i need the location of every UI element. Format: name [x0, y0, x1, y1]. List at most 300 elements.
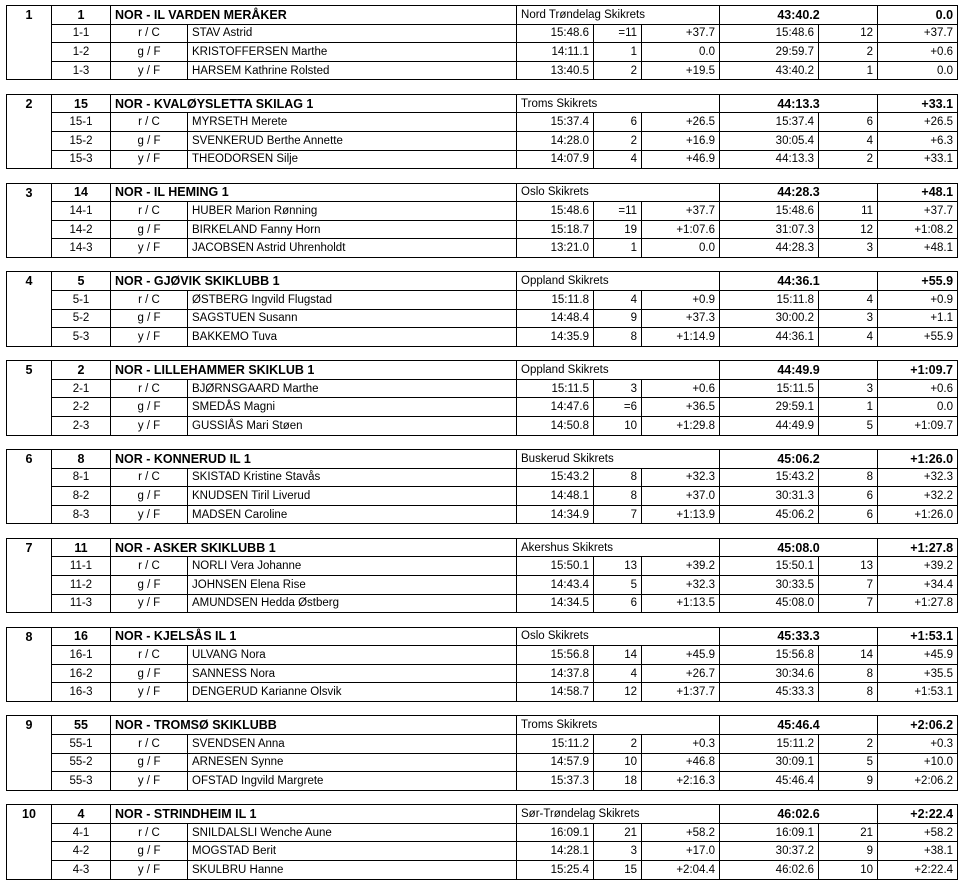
team-club: Oppland Skikrets [517, 361, 720, 380]
athlete-name: SVENDSEN Anna [188, 734, 517, 753]
team-bib: 4 [52, 805, 111, 824]
leg-diff: +19.5 [642, 61, 720, 80]
leg-diff: +32.3 [642, 468, 720, 487]
team-block [6, 183, 958, 258]
cumulative-time: 44:28.3 [720, 239, 819, 258]
leg-rank: 6 [594, 594, 642, 613]
team-header-row [7, 450, 958, 469]
leg-number: 2-1 [52, 379, 111, 398]
leg-technique: y / F [111, 416, 188, 435]
leg-row [7, 379, 958, 398]
leg-time: 14:47.6 [517, 398, 594, 417]
athlete-name: KRISTOFFERSEN Marthe [188, 43, 517, 62]
cumulative-time: 15:50.1 [720, 557, 819, 576]
cumulative-diff: +0.6 [878, 43, 958, 62]
leg-diff: +1:13.5 [642, 594, 720, 613]
cumulative-time: 15:48.6 [720, 24, 819, 43]
leg-diff: 0.0 [642, 239, 720, 258]
leg-row [7, 43, 958, 62]
team-name: NOR - LILLEHAMMER SKIKLUB 1 [111, 361, 517, 380]
leg-time: 15:37.4 [517, 113, 594, 132]
cumulative-rank: 2 [819, 150, 878, 169]
athlete-name: AMUNDSEN Hedda Østberg [188, 594, 517, 613]
cumulative-diff: +1:53.1 [878, 683, 958, 702]
leg-row [7, 220, 958, 239]
team-total-time: 45:33.3 [720, 627, 878, 646]
leg-time: 14:07.9 [517, 150, 594, 169]
leg-number: 5-3 [52, 328, 111, 347]
leg-technique: r / C [111, 468, 188, 487]
cumulative-rank: 10 [819, 860, 878, 879]
leg-diff: +46.9 [642, 150, 720, 169]
team-club: Sør-Trøndelag Skikrets [517, 805, 720, 824]
leg-rank: 5 [594, 575, 642, 594]
leg-number: 1-3 [52, 61, 111, 80]
leg-number: 5-2 [52, 309, 111, 328]
team-header-row [7, 183, 958, 202]
team-bib: 14 [52, 183, 111, 202]
leg-technique: g / F [111, 842, 188, 861]
leg-technique: r / C [111, 646, 188, 665]
leg-row [7, 468, 958, 487]
leg-row [7, 61, 958, 80]
cumulative-diff: +1:09.7 [878, 416, 958, 435]
team-name: NOR - IL VARDEN MERÅKER [111, 6, 517, 25]
team-rank: 4 [7, 272, 52, 346]
athlete-name: ØSTBERG Ingvild Flugstad [188, 290, 517, 309]
cumulative-diff: +32.3 [878, 468, 958, 487]
cumulative-time: 44:13.3 [720, 150, 819, 169]
leg-technique: g / F [111, 398, 188, 417]
leg-diff: +0.3 [642, 734, 720, 753]
athlete-name: SKISTAD Kristine Stavås [188, 468, 517, 487]
team-total-time: 43:40.2 [720, 6, 878, 25]
cumulative-diff: +1:26.0 [878, 505, 958, 524]
leg-diff: +37.3 [642, 309, 720, 328]
team-header-row [7, 538, 958, 557]
cumulative-rank: 8 [819, 664, 878, 683]
leg-time: 15:18.7 [517, 220, 594, 239]
team-club: Nord Trøndelag Skikrets [517, 6, 720, 25]
team-header-row [7, 6, 958, 25]
cumulative-rank: 8 [819, 683, 878, 702]
team-total-time: 44:13.3 [720, 94, 878, 113]
team-rank: 5 [7, 361, 52, 435]
leg-number: 2-3 [52, 416, 111, 435]
leg-rank: 3 [594, 842, 642, 861]
leg-diff: +1:29.8 [642, 416, 720, 435]
team-header-row [7, 627, 958, 646]
cumulative-diff: +2:06.2 [878, 772, 958, 791]
leg-rank: 6 [594, 113, 642, 132]
leg-row [7, 416, 958, 435]
leg-row [7, 646, 958, 665]
team-time-behind: +55.9 [878, 272, 958, 291]
team-total-time: 45:46.4 [720, 716, 878, 735]
leg-number: 15-3 [52, 150, 111, 169]
team-time-behind: +33.1 [878, 94, 958, 113]
athlete-name: SMEDÅS Magni [188, 398, 517, 417]
leg-row [7, 594, 958, 613]
cumulative-rank: 9 [819, 842, 878, 861]
team-bib: 11 [52, 538, 111, 557]
leg-diff: +46.8 [642, 753, 720, 772]
team-header-row [7, 272, 958, 291]
team-block [6, 538, 958, 613]
athlete-name: JACOBSEN Astrid Uhrenholdt [188, 239, 517, 258]
cumulative-time: 15:43.2 [720, 468, 819, 487]
leg-number: 1-1 [52, 24, 111, 43]
team-total-time: 44:49.9 [720, 361, 878, 380]
cumulative-time: 44:49.9 [720, 416, 819, 435]
leg-time: 13:40.5 [517, 61, 594, 80]
leg-diff: +1:37.7 [642, 683, 720, 702]
cumulative-rank: 4 [819, 328, 878, 347]
team-time-behind: 0.0 [878, 6, 958, 25]
leg-row [7, 842, 958, 861]
cumulative-rank: 2 [819, 43, 878, 62]
team-club: Oslo Skikrets [517, 627, 720, 646]
team-name: NOR - GJØVIK SKIKLUBB 1 [111, 272, 517, 291]
team-rank: 10 [7, 805, 52, 879]
cumulative-diff: +37.7 [878, 202, 958, 221]
cumulative-rank: 12 [819, 220, 878, 239]
cumulative-time: 44:36.1 [720, 328, 819, 347]
leg-technique: g / F [111, 487, 188, 506]
cumulative-rank: 6 [819, 487, 878, 506]
leg-rank: 10 [594, 416, 642, 435]
athlete-name: OFSTAD Ingvild Margrete [188, 772, 517, 791]
cumulative-time: 30:37.2 [720, 842, 819, 861]
leg-number: 15-1 [52, 113, 111, 132]
leg-diff: 0.0 [642, 43, 720, 62]
leg-technique: y / F [111, 150, 188, 169]
leg-diff: +45.9 [642, 646, 720, 665]
leg-time: 14:11.1 [517, 43, 594, 62]
leg-row [7, 131, 958, 150]
leg-number: 11-1 [52, 557, 111, 576]
cumulative-time: 45:08.0 [720, 594, 819, 613]
cumulative-diff: +1:27.8 [878, 594, 958, 613]
team-bib: 5 [52, 272, 111, 291]
team-bib: 55 [52, 716, 111, 735]
cumulative-diff: +2:22.4 [878, 860, 958, 879]
athlete-name: STAV Astrid [188, 24, 517, 43]
team-bib: 15 [52, 94, 111, 113]
leg-rank: 1 [594, 43, 642, 62]
leg-row [7, 823, 958, 842]
cumulative-time: 30:31.3 [720, 487, 819, 506]
cumulative-diff: 0.0 [878, 61, 958, 80]
leg-time: 15:56.8 [517, 646, 594, 665]
team-time-behind: +2:06.2 [878, 716, 958, 735]
cumulative-time: 15:48.6 [720, 202, 819, 221]
cumulative-time: 15:37.4 [720, 113, 819, 132]
leg-row [7, 290, 958, 309]
cumulative-rank: 6 [819, 113, 878, 132]
cumulative-time: 45:06.2 [720, 505, 819, 524]
team-header-row [7, 805, 958, 824]
leg-number: 15-2 [52, 131, 111, 150]
cumulative-time: 30:33.5 [720, 575, 819, 594]
team-rank: 2 [7, 94, 52, 168]
leg-rank: =11 [594, 202, 642, 221]
team-rank: 7 [7, 538, 52, 612]
leg-row [7, 487, 958, 506]
leg-diff: +0.6 [642, 379, 720, 398]
leg-technique: r / C [111, 290, 188, 309]
athlete-name: SANNESS Nora [188, 664, 517, 683]
leg-diff: +37.0 [642, 487, 720, 506]
cumulative-rank: 13 [819, 557, 878, 576]
team-name: NOR - ASKER SKIKLUBB 1 [111, 538, 517, 557]
athlete-name: BJØRNSGAARD Marthe [188, 379, 517, 398]
athlete-name: ARNESEN Synne [188, 753, 517, 772]
cumulative-time: 30:09.1 [720, 753, 819, 772]
leg-technique: g / F [111, 220, 188, 239]
cumulative-diff: +32.2 [878, 487, 958, 506]
team-rank: 1 [7, 6, 52, 80]
leg-number: 14-2 [52, 220, 111, 239]
leg-diff: +37.7 [642, 24, 720, 43]
cumulative-rank: 12 [819, 24, 878, 43]
leg-row [7, 398, 958, 417]
athlete-name: SNILDALSLI Wenche Aune [188, 823, 517, 842]
leg-diff: +58.2 [642, 823, 720, 842]
leg-rank: 2 [594, 734, 642, 753]
leg-diff: +37.7 [642, 202, 720, 221]
team-club: Troms Skikrets [517, 94, 720, 113]
leg-time: 15:11.2 [517, 734, 594, 753]
leg-number: 11-3 [52, 594, 111, 613]
leg-rank: 9 [594, 309, 642, 328]
team-header-row [7, 94, 958, 113]
team-block [6, 804, 958, 879]
leg-technique: r / C [111, 557, 188, 576]
leg-technique: r / C [111, 113, 188, 132]
leg-diff: +26.5 [642, 113, 720, 132]
team-time-behind: +1:53.1 [878, 627, 958, 646]
team-total-time: 45:06.2 [720, 450, 878, 469]
team-rank: 9 [7, 716, 52, 790]
team-total-time: 44:36.1 [720, 272, 878, 291]
leg-time: 14:48.1 [517, 487, 594, 506]
team-block [6, 5, 958, 80]
leg-time: 15:48.6 [517, 202, 594, 221]
cumulative-diff: +26.5 [878, 113, 958, 132]
leg-number: 8-3 [52, 505, 111, 524]
athlete-name: MYRSETH Merete [188, 113, 517, 132]
leg-time: 14:57.9 [517, 753, 594, 772]
leg-row [7, 734, 958, 753]
cumulative-diff: +38.1 [878, 842, 958, 861]
leg-diff: +2:04.4 [642, 860, 720, 879]
leg-time: 14:28.0 [517, 131, 594, 150]
leg-time: 15:50.1 [517, 557, 594, 576]
leg-rank: =6 [594, 398, 642, 417]
leg-rank: 14 [594, 646, 642, 665]
cumulative-rank: 5 [819, 753, 878, 772]
leg-row [7, 239, 958, 258]
leg-time: 15:11.5 [517, 379, 594, 398]
leg-technique: g / F [111, 309, 188, 328]
leg-diff: +36.5 [642, 398, 720, 417]
cumulative-diff: +58.2 [878, 823, 958, 842]
team-club: Oppland Skikrets [517, 272, 720, 291]
athlete-name: MOGSTAD Berit [188, 842, 517, 861]
cumulative-diff: +37.7 [878, 24, 958, 43]
leg-number: 16-1 [52, 646, 111, 665]
leg-number: 8-1 [52, 468, 111, 487]
leg-technique: y / F [111, 328, 188, 347]
team-club: Akershus Skikrets [517, 538, 720, 557]
cumulative-rank: 7 [819, 594, 878, 613]
cumulative-time: 45:46.4 [720, 772, 819, 791]
leg-technique: g / F [111, 131, 188, 150]
team-total-time: 44:28.3 [720, 183, 878, 202]
leg-rank: 10 [594, 753, 642, 772]
cumulative-rank: 3 [819, 379, 878, 398]
team-block [6, 627, 958, 702]
cumulative-rank: 21 [819, 823, 878, 842]
team-time-behind: +1:27.8 [878, 538, 958, 557]
athlete-name: ULVANG Nora [188, 646, 517, 665]
cumulative-diff: +0.3 [878, 734, 958, 753]
cumulative-rank: 1 [819, 61, 878, 80]
leg-time: 16:09.1 [517, 823, 594, 842]
leg-rank: 21 [594, 823, 642, 842]
athlete-name: BIRKELAND Fanny Horn [188, 220, 517, 239]
leg-technique: y / F [111, 860, 188, 879]
team-time-behind: +2:22.4 [878, 805, 958, 824]
team-time-behind: +1:26.0 [878, 450, 958, 469]
leg-row [7, 772, 958, 791]
athlete-name: SKULBRU Hanne [188, 860, 517, 879]
team-time-behind: +1:09.7 [878, 361, 958, 380]
leg-row [7, 683, 958, 702]
cumulative-time: 30:34.6 [720, 664, 819, 683]
cumulative-diff: +33.1 [878, 150, 958, 169]
athlete-name: SVENKERUD Berthe Annette [188, 131, 517, 150]
leg-rank: 1 [594, 239, 642, 258]
team-total-time: 45:08.0 [720, 538, 878, 557]
leg-row [7, 664, 958, 683]
leg-rank: 8 [594, 487, 642, 506]
cumulative-time: 29:59.1 [720, 398, 819, 417]
leg-diff: +16.9 [642, 131, 720, 150]
cumulative-rank: 4 [819, 290, 878, 309]
cumulative-rank: 9 [819, 772, 878, 791]
team-rank: 3 [7, 183, 52, 257]
team-rank: 6 [7, 450, 52, 524]
leg-row [7, 150, 958, 169]
leg-number: 16-2 [52, 664, 111, 683]
leg-rank: 4 [594, 150, 642, 169]
team-bib: 2 [52, 361, 111, 380]
leg-technique: y / F [111, 772, 188, 791]
cumulative-rank: 3 [819, 309, 878, 328]
leg-technique: g / F [111, 575, 188, 594]
leg-technique: g / F [111, 753, 188, 772]
leg-diff: +2:16.3 [642, 772, 720, 791]
cumulative-time: 46:02.6 [720, 860, 819, 879]
leg-number: 4-1 [52, 823, 111, 842]
leg-technique: r / C [111, 379, 188, 398]
athlete-name: THEODORSEN Silje [188, 150, 517, 169]
leg-rank: 2 [594, 131, 642, 150]
leg-time: 14:50.8 [517, 416, 594, 435]
cumulative-diff: +6.3 [878, 131, 958, 150]
cumulative-time: 45:33.3 [720, 683, 819, 702]
athlete-name: MADSEN Caroline [188, 505, 517, 524]
athlete-name: DENGERUD Karianne Olsvik [188, 683, 517, 702]
leg-time: 14:28.1 [517, 842, 594, 861]
team-header-row [7, 716, 958, 735]
cumulative-diff: +48.1 [878, 239, 958, 258]
cumulative-diff: 0.0 [878, 398, 958, 417]
cumulative-rank: 1 [819, 398, 878, 417]
leg-technique: y / F [111, 61, 188, 80]
cumulative-time: 31:07.3 [720, 220, 819, 239]
team-name: NOR - KONNERUD IL 1 [111, 450, 517, 469]
athlete-name: GUSSIÅS Mari Støen [188, 416, 517, 435]
leg-row [7, 575, 958, 594]
cumulative-rank: 5 [819, 416, 878, 435]
leg-rank: 13 [594, 557, 642, 576]
leg-row [7, 328, 958, 347]
team-bib: 1 [52, 6, 111, 25]
cumulative-time: 16:09.1 [720, 823, 819, 842]
team-time-behind: +48.1 [878, 183, 958, 202]
team-bib: 8 [52, 450, 111, 469]
team-club: Oslo Skikrets [517, 183, 720, 202]
cumulative-diff: +10.0 [878, 753, 958, 772]
cumulative-rank: 7 [819, 575, 878, 594]
cumulative-rank: 8 [819, 468, 878, 487]
cumulative-rank: 14 [819, 646, 878, 665]
team-club: Troms Skikrets [517, 716, 720, 735]
leg-diff: +17.0 [642, 842, 720, 861]
team-block [6, 271, 958, 346]
athlete-name: SAGSTUEN Susann [188, 309, 517, 328]
leg-time: 14:37.8 [517, 664, 594, 683]
leg-diff: +1:07.6 [642, 220, 720, 239]
leg-number: 11-2 [52, 575, 111, 594]
leg-number: 1-2 [52, 43, 111, 62]
cumulative-diff: +45.9 [878, 646, 958, 665]
cumulative-diff: +55.9 [878, 328, 958, 347]
cumulative-time: 30:05.4 [720, 131, 819, 150]
leg-number: 5-1 [52, 290, 111, 309]
leg-time: 15:43.2 [517, 468, 594, 487]
team-header-row [7, 361, 958, 380]
leg-time: 14:48.4 [517, 309, 594, 328]
leg-technique: r / C [111, 734, 188, 753]
cumulative-time: 15:11.5 [720, 379, 819, 398]
leg-number: 55-2 [52, 753, 111, 772]
athlete-name: NORLI Vera Johanne [188, 557, 517, 576]
cumulative-time: 30:00.2 [720, 309, 819, 328]
team-name: NOR - STRINDHEIM IL 1 [111, 805, 517, 824]
cumulative-diff: +39.2 [878, 557, 958, 576]
leg-technique: r / C [111, 202, 188, 221]
cumulative-time: 15:56.8 [720, 646, 819, 665]
leg-number: 14-3 [52, 239, 111, 258]
leg-number: 55-3 [52, 772, 111, 791]
cumulative-time: 43:40.2 [720, 61, 819, 80]
cumulative-diff: +1:08.2 [878, 220, 958, 239]
cumulative-rank: 3 [819, 239, 878, 258]
